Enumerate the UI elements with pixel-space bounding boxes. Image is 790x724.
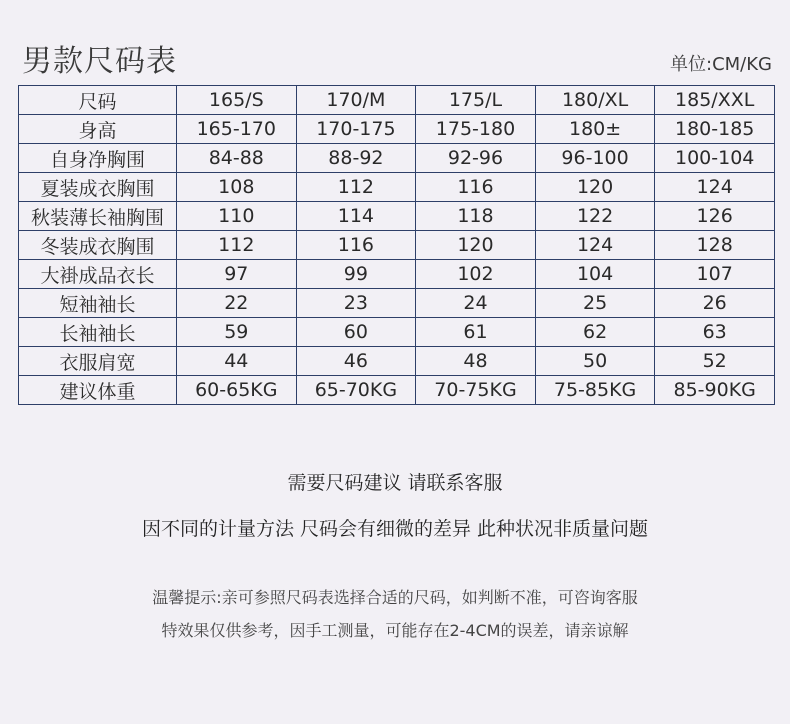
table-cell: 112: [177, 231, 297, 260]
table-cell: 116: [416, 173, 536, 202]
table-header-row: [19, 86, 775, 115]
table-cell: 84-88: [177, 144, 297, 173]
unit-label: 单位:CM/KG: [670, 54, 772, 75]
table-cell: 100-104: [655, 144, 775, 173]
row-label-cell: 夏装成衣胸围: [19, 173, 177, 202]
page-title: 男款尺码表: [22, 44, 177, 79]
table-cell: 50: [535, 347, 655, 376]
table-cell: 48: [416, 347, 536, 376]
table-cell: 97: [177, 260, 297, 289]
measurement-note: 因不同的计量方法 尺码会有细微的差异 此种状况非质量问题: [141, 518, 649, 540]
table-cell: 88-92: [296, 144, 416, 173]
row-label-cell: 衣服肩宽: [19, 347, 177, 376]
table-cell: 99: [296, 260, 416, 289]
table-cell: 44: [177, 347, 297, 376]
table-row: [19, 202, 775, 231]
table-cell: 60-65KG: [177, 376, 297, 405]
table-cell: 165-170: [177, 115, 297, 144]
table-header-cell: 175/L: [416, 86, 536, 115]
table-cell: 180±: [535, 115, 655, 144]
table-cell: 116: [296, 231, 416, 260]
table-cell: 60: [296, 318, 416, 347]
table-cell: 120: [535, 173, 655, 202]
table-cell: 118: [416, 202, 536, 231]
table-row: [19, 173, 775, 202]
row-label-cell: 长袖袖长: [19, 318, 177, 347]
table-header-cell: 尺码: [19, 86, 177, 115]
table-cell: 175-180: [416, 115, 536, 144]
table-cell: 170-175: [296, 115, 416, 144]
table-cell: 62: [535, 318, 655, 347]
table-cell: 124: [535, 231, 655, 260]
row-label-cell: 身高: [19, 115, 177, 144]
row-label-cell: 秋装薄长袖胸围: [19, 202, 177, 231]
table-cell: 124: [655, 173, 775, 202]
table-row: [19, 260, 775, 289]
table-cell: 122: [535, 202, 655, 231]
table-cell: 104: [535, 260, 655, 289]
table-cell: 110: [177, 202, 297, 231]
table-cell: 108: [177, 173, 297, 202]
table-cell: 22: [177, 289, 297, 318]
row-label-cell: 大褂成品衣长: [19, 260, 177, 289]
row-label-cell: 自身净胸围: [19, 144, 177, 173]
table-cell: 85-90KG: [655, 376, 775, 405]
table-row: [19, 347, 775, 376]
table-cell: 180-185: [655, 115, 775, 144]
row-label-cell: 建议体重: [19, 376, 177, 405]
table-cell: 114: [296, 202, 416, 231]
table-row: [19, 231, 775, 260]
table-cell: 75-85KG: [535, 376, 655, 405]
table-cell: 25: [535, 289, 655, 318]
table-cell: 128: [655, 231, 775, 260]
table-header-cell: 165/S: [177, 86, 297, 115]
table-cell: 92-96: [416, 144, 536, 173]
table-row: [19, 376, 775, 405]
table-header-cell: 170/M: [296, 86, 416, 115]
table-cell: 107: [655, 260, 775, 289]
table-cell: 112: [296, 173, 416, 202]
table-cell: 52: [655, 347, 775, 376]
table-cell: 65-70KG: [296, 376, 416, 405]
tip-line-2: 特效果仅供参考，因手工测量，可能存在2-4CM的误差，请亲谅解: [161, 621, 629, 640]
table-row: [19, 115, 775, 144]
contact-note: 需要尺码建议 请联系客服: [287, 472, 503, 494]
tip-line-1: 温馨提示:亲可参照尺码表选择合适的尺码，如判断不准，可咨询客服: [152, 588, 638, 607]
table-cell: 126: [655, 202, 775, 231]
table-cell: 23: [296, 289, 416, 318]
table-row: [19, 144, 775, 173]
table-cell: 26: [655, 289, 775, 318]
table-cell: 120: [416, 231, 536, 260]
table-cell: 24: [416, 289, 536, 318]
table-row: [19, 318, 775, 347]
row-label-cell: 冬装成衣胸围: [19, 231, 177, 260]
table-header-cell: 185/XXL: [655, 86, 775, 115]
table-header-cell: 180/XL: [535, 86, 655, 115]
table-cell: 59: [177, 318, 297, 347]
table-cell: 102: [416, 260, 536, 289]
row-label-cell: 短袖袖长: [19, 289, 177, 318]
table-cell: 46: [296, 347, 416, 376]
table-row: [19, 289, 775, 318]
table-cell: 61: [416, 318, 536, 347]
table-cell: 70-75KG: [416, 376, 536, 405]
size-table: [18, 85, 775, 405]
table-cell: 63: [655, 318, 775, 347]
table-cell: 96-100: [535, 144, 655, 173]
